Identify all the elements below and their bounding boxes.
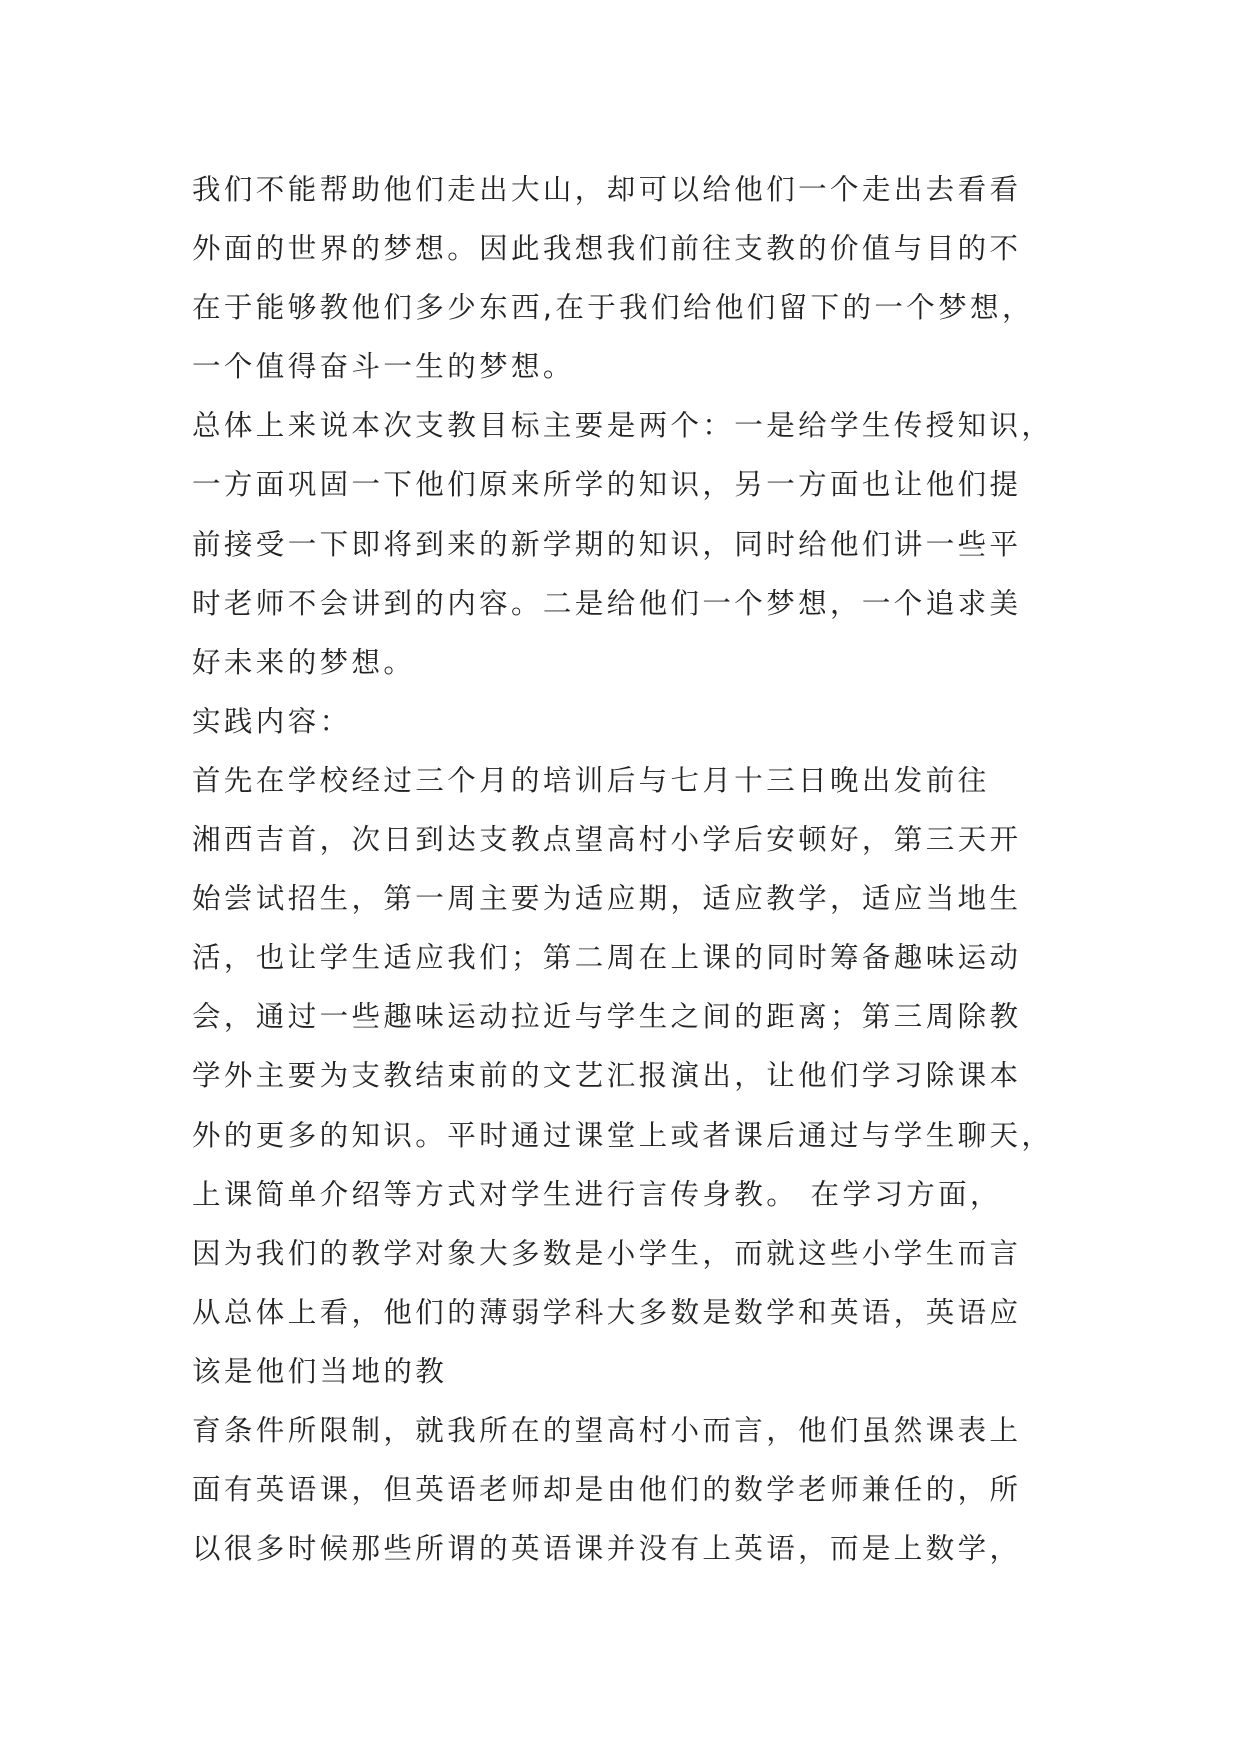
text-line: 面有英语课，但英语老师却是由他们的数学老师兼任的，所 [192, 1473, 1022, 1507]
text-line: 我们不能帮助他们走出大山，却可以给他们一个走出去看看 [192, 173, 1022, 206]
section-heading: 实践内容： [192, 704, 352, 738]
text-line: 以很多时候那些所谓的英语课并没有上英语，而是上数学， [192, 1532, 1022, 1566]
text-line: 始尝试招生，第一周主要为适应期，适应教学，适应当地生 [192, 882, 1022, 916]
text-line: 一个值得奋斗一生的梦想。 [192, 350, 575, 384]
text-line: 学外主要为支教结束前的文艺汇报演出，让他们学习除课本 [192, 1059, 1022, 1093]
text-line: 从总体上看，他们的薄弱学科大多数是数学和英语，英语应 [192, 1295, 1022, 1329]
text-line: 首先在学校经过三个月的培训后与七月十三日晚出发前往 [192, 763, 990, 797]
text-line: 上课简单介绍等方式对学生进行言传身教。 在学习方面， [192, 1177, 1002, 1211]
text-line: 因为我们的教学对象大多数是小学生，而就这些小学生而言 [192, 1236, 1022, 1270]
text-line: 好未来的梦想。 [192, 645, 416, 679]
text-line: 会，通过一些趣味运动拉近与学生之间的距离；第三周除教 [192, 1000, 1022, 1034]
text-line: 育条件所限制，就我所在的望高村小而言，他们虽然课表上 [192, 1413, 1022, 1447]
text-line: 活，也让学生适应我们；第二周在上课的同时筹备趣味运动 [192, 941, 1022, 975]
text-line: 在于能够教他们多少东西,在于我们给他们留下的一个梦想， [192, 291, 1034, 325]
text-line: 湘西吉首，次日到达支教点望高村小学后安顿好，第三天开 [192, 823, 1022, 857]
text-line: 该是他们当地的教 [192, 1354, 448, 1388]
text-line: 一方面巩固一下他们原来所学的知识，另一方面也让他们提 [192, 468, 1022, 502]
text-line: 外的更多的知识。平时通过课堂上或者课后通过与学生聊天， [192, 1118, 1054, 1152]
text-line: 时老师不会讲到的内容。二是给他们一个梦想，一个追求美 [192, 586, 1022, 620]
text-line: 总体上来说本次支教目标主要是两个：一是给学生传授知识， [192, 409, 1054, 443]
body-text [192, 160, 1092, 1578]
text-line: 前接受一下即将到来的新学期的知识，同时给他们讲一些平 [192, 527, 1022, 561]
text-line: 外面的世界的梦想。因此我想我们前往支教的价值与目的不 [192, 232, 1022, 266]
